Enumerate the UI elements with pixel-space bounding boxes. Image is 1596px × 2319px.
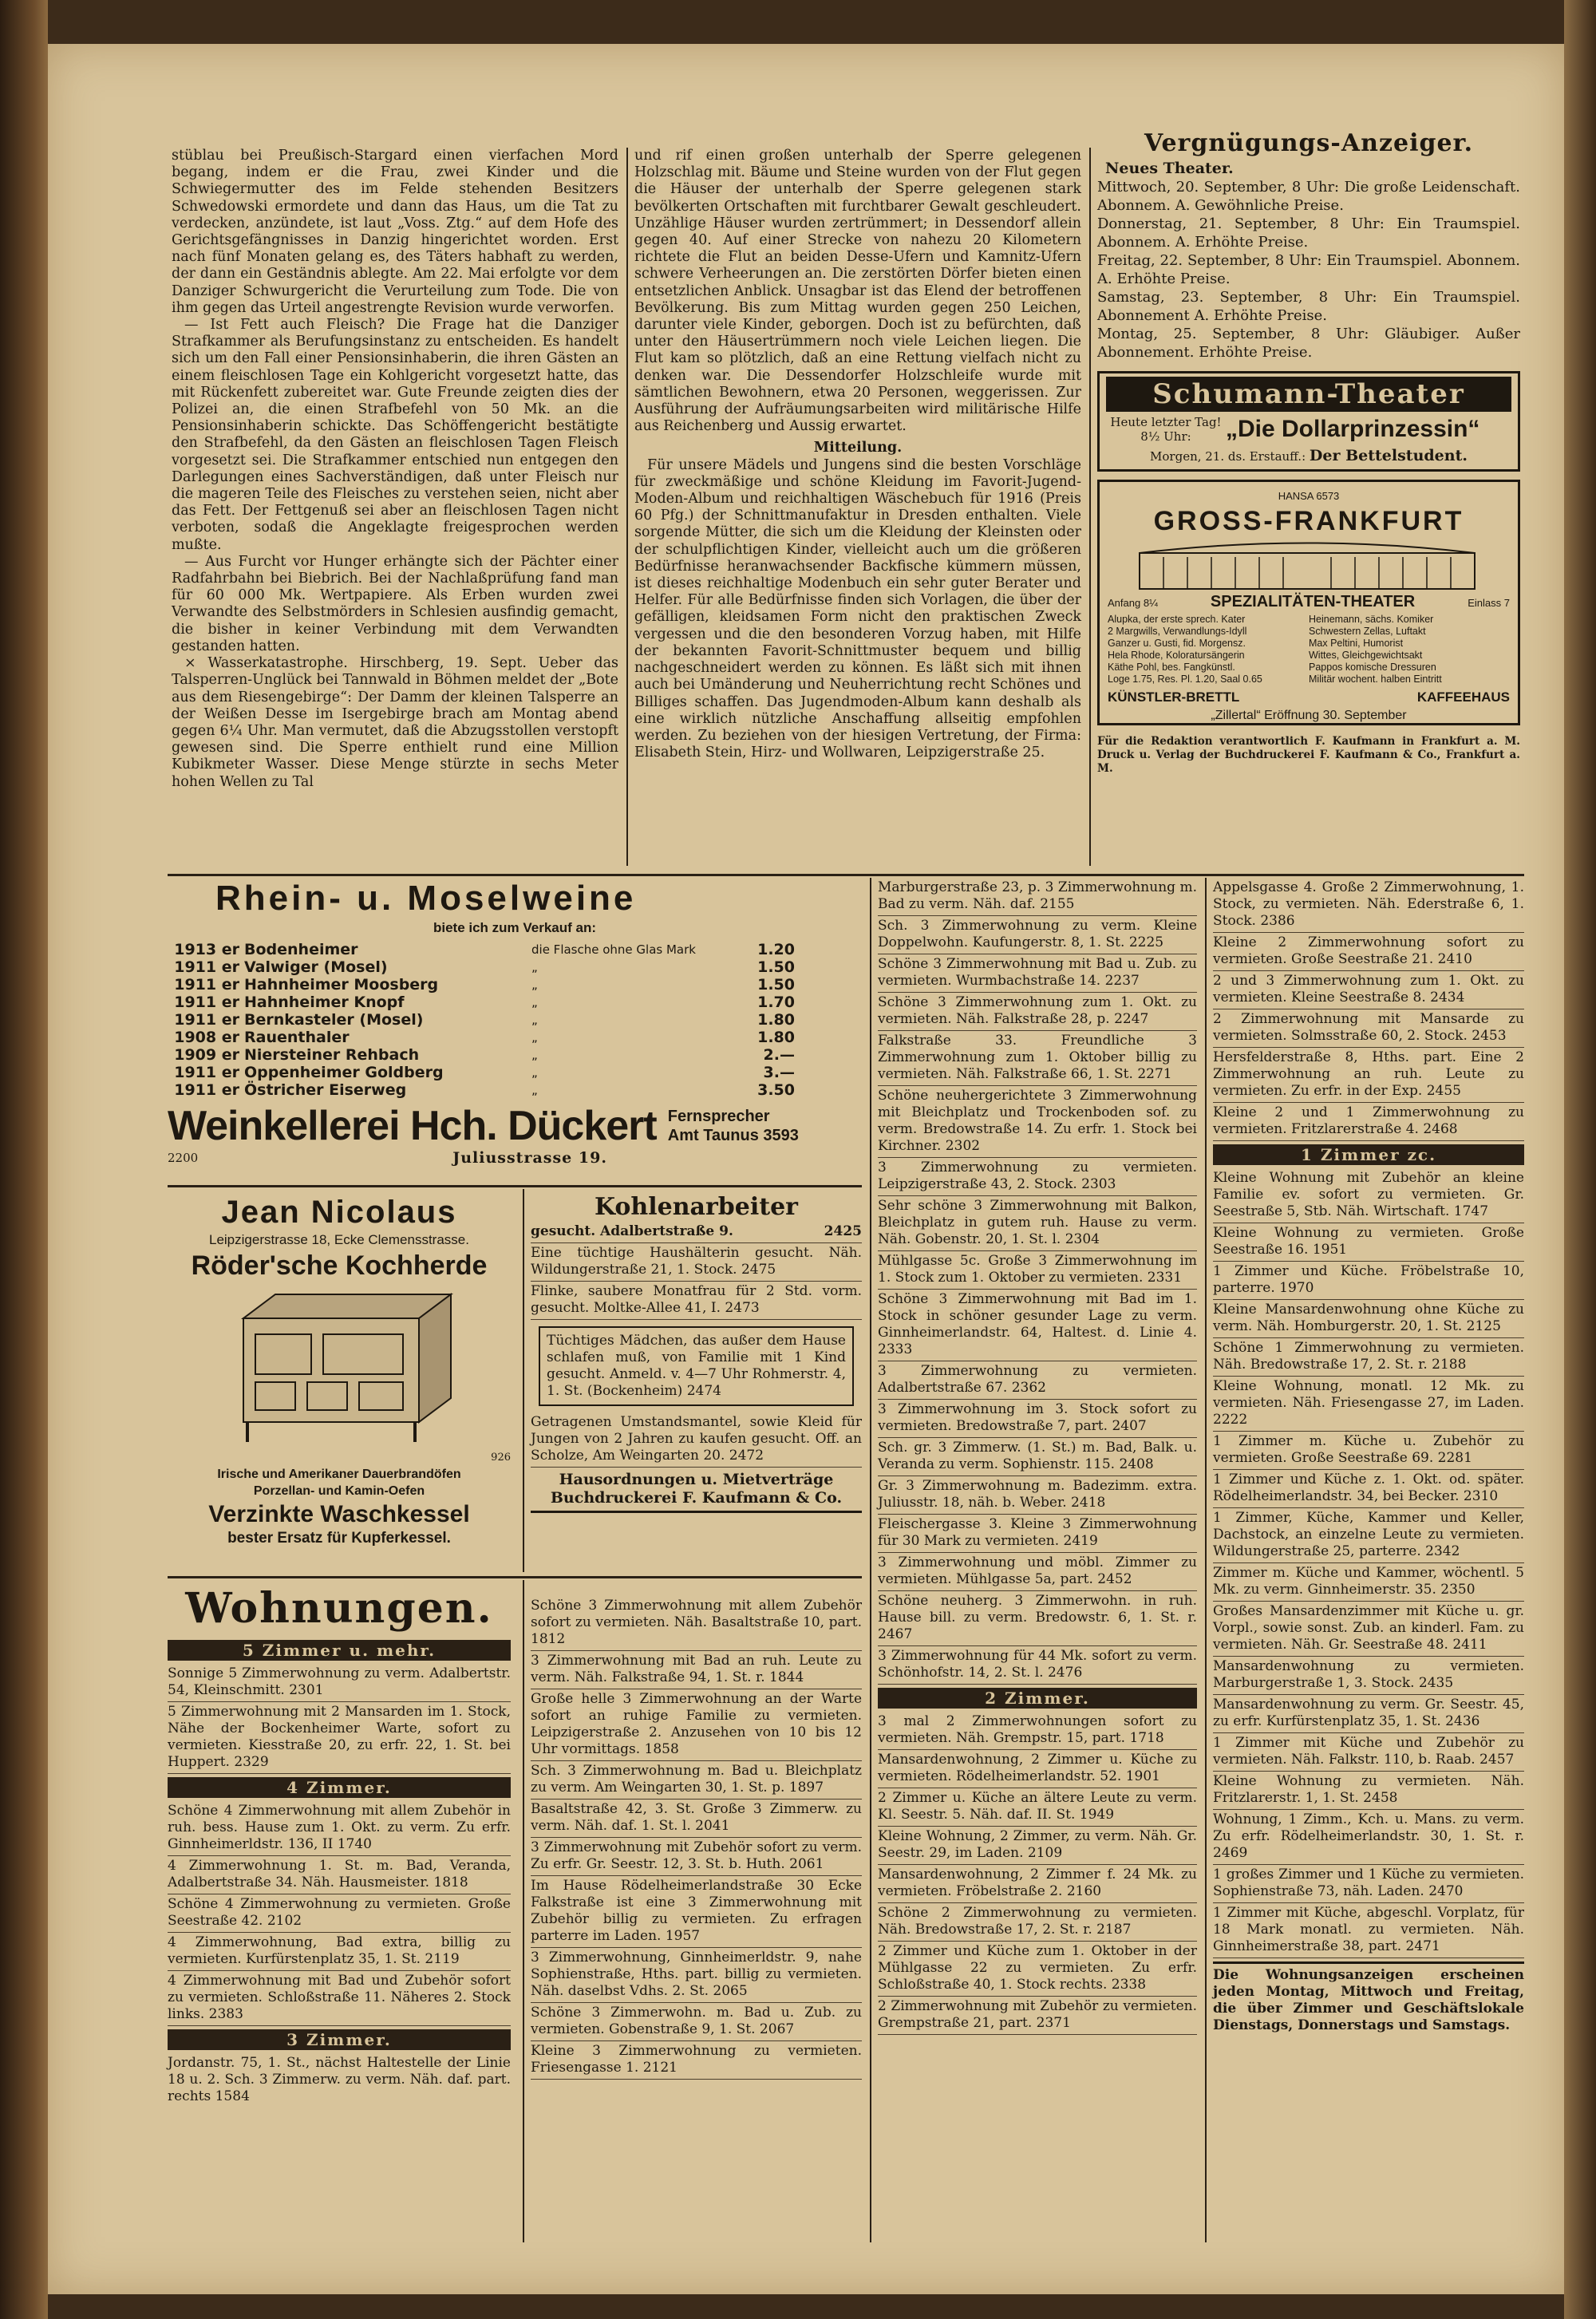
nicolaus-line1: Irische und Amerikaner Dauerbrandöfen	[217, 1468, 461, 1481]
wine-row	[168, 1029, 862, 1046]
list-item: Basaltstraße 42, 3. St. Große 3 Zimmerw. zu verm. Näh. daf. 1. St. l. 2041	[531, 1799, 862, 1838]
schumann-today: Heute letzter Tag!	[1110, 415, 1222, 429]
list-item: Schöne 3 Zimmerwohnung mit Bad im 1. Stock in schöner gesunder Lage zu verm. Ginnheimerlandstr. 64, Haltest. d. Linie 4. 2333	[878, 1290, 1197, 1361]
list-item: Jordanstr. 75, 1. St., nächst Haltestelle der Linie 18 u. 2. Sch. 3 Zimmerw. zu verm. Näh. daf. part. rechts 1584	[168, 2055, 511, 2104]
schedule-line: Freitag, 22. September, 8 Uhr: Ein Traumspiel. Abonnem. A. Erhöhte Preise.	[1097, 252, 1520, 287]
list-item: Im Hause Rödelheimerlandstraße 30 Ecke Falkstraße ist eine 3 Zimmerwohnung mit Zubehör billig zu vermieten. Zu erfragen parterre im Laden. 1957	[531, 1876, 862, 1948]
list-item: 2 Zimmerwohnung mit Mansarde zu vermieten. Solmsstraße 60, 2. Stock. 2453	[1213, 1009, 1524, 1048]
list-item: Schöne neuherg. 3 Zimmerwohn. in ruh. Hause bill. zu verm. Bredowstr. 6, 1. St. r. 2467	[878, 1591, 1197, 1646]
nicolaus-name: Jean Nicolaus	[221, 1195, 457, 1230]
newspaper-page	[48, 44, 1564, 2294]
wine-sub: biete ich zum Verkauf an:	[433, 920, 597, 935]
gf-program-right: Heinemann, sächs. Komiker Schwestern Zellas, Luftakt Max Peltini, Humorist Wittes, Gleichgewichtsakt Pappos komische Dressuren Militär wochent. halben Eintritt	[1309, 614, 1442, 685]
list-item: 3 Zimmerwohnung und möbl. Zimmer zu vermieten. Mühlgasse 5a, part. 2452	[878, 1553, 1197, 1591]
gf-program-left: Alupka, der erste sprech. Kater 2 Margwills, Verwandlungs-Idyll Ganzer u. Gusti, fid. Morgensz. Hela Rhode, Koloratursängerin Käthe Pohl, bes. Fangkünstl. Loge 1.75, Res. Pl. 1.20, Saal 0.65	[1108, 614, 1262, 685]
article-paragraph: — Aus Furcht vor Hunger erhängte sich der Pächter einer Radfahrbahn bei Biebrich. Bei der Nachlaßprüfung fand man für 60 000 Mk. Wertpapiere. Als Erben wurden zwei Verwandte des Selbstmörders in Schlesien ausfindig gemacht, die bisher in keiner Verbindung mit dem Verwandten gestanden hatten.	[172, 553, 618, 654]
nicolaus-product: Röder'sche Kochherde	[191, 1250, 488, 1281]
wine-note: „	[531, 1065, 538, 1080]
list-item: Kleine Wohnung, monatl. 12 Mk. zu vermieten. Näh. Friesengasse 27, im Laden. 2222	[1213, 1377, 1524, 1432]
wine-price: 1.80	[757, 1029, 795, 1046]
list-item: 1 Zimmer mit Küche und Zubehör zu vermieten. Näh. Falkstr. 110, b. Raab. 2457	[1213, 1733, 1524, 1772]
wine-price: 1.80	[757, 1011, 795, 1029]
list-item: Zimmer m. Küche und Kammer, wöchentl. 5 Mk. zu verm. Ginnheimerstr. 35. 2350	[1213, 1563, 1524, 1602]
list-item: Großes Mansardenzimmer mit Küche u. gr. Vorpl., sowie sonst. Zub. an kinderl. Fam. zu vermieten. Näh. Gr. Seestraße 48. 2411	[1213, 1602, 1524, 1657]
wine-price: 1.50	[757, 958, 795, 976]
gf-zillertal: „Zillertal“ Eröffnung 30. September	[1211, 709, 1407, 722]
list-item: 5 Zimmerwohnung mit 2 Mansarden im 1. Stock, Nähe der Bockenheimer Warte, sofort zu vermieten. Kiesstraße 20, zu erfr. 22, 1. St. bei Huppert. 2329	[168, 1702, 511, 1774]
gross-frankfurt-ad	[1097, 480, 1520, 725]
list-item: Große helle 3 Zimmerwohnung an der Warte sofort an ruhige Familie zu vermieten. Leipzigerstraße 2. Anzusehen von 10 bis 12 Uhr vormittags. 1858	[531, 1689, 862, 1761]
list-item: 1 Zimmer, Küche, Kammer und Keller, Dachstock, an einzelne Leute zu vermieten. Wildungerstraße 25, parterre. 2342	[1213, 1508, 1524, 1563]
list-item: 2 Zimmer u. Küche an ältere Leute zu verm. Kl. Seestr. 5. Näh. daf. II. St. 1949	[878, 1788, 1197, 1827]
list-item: Getragenen Umstandsmantel, sowie Kleid für Jungen von 2 Jahren zu kaufen gesucht. Off. an Scholze, Am Weingarten 20. 2472	[531, 1412, 862, 1468]
list-item: Sch. 3 Zimmerwohnung zu verm. Kleine Doppelwohn. Kaufungerstr. 8, 1. St. 2225	[878, 916, 1197, 954]
gf-entry: Einlass 7	[1468, 597, 1510, 609]
article-paragraph: stüblau bei Preußisch-Stargard einen vierfachen Mord begang, indem er die Frau, zwei Kinder und die Schwiegermutter des im Felde stehenden Besitzers Schwedowski ermordete und dann das Haus, um die Tat zu verdecken, anzündete, ist laut „Voss. Ztg.“ auf dem Hofe des Gerichtsgefängnisses in Danzig hingerichtet worden. Erst nach fünf Monaten gelang es, des Täters habhaft zu werden, der dann ein Geständnis ablegte. Am 22. Mai erfolgte vor dem Danziger Schwurgericht die Verurteilung zum Tode. Die von ihm gegen das Urteil angestrengte Revision wurde verworfen.	[172, 148, 618, 316]
wine-note: „	[531, 1013, 538, 1027]
wine-row	[168, 1081, 862, 1099]
section-header: 4 Zimmer.	[168, 1777, 511, 1798]
nicolaus-line4: bester Ersatz für Kupferkessel.	[227, 1530, 451, 1547]
apartments-title: Wohnungen.	[185, 1584, 493, 1633]
list-item: Kleine 3 Zimmerwohnung zu vermieten. Friesengasse 1. 2121	[531, 2041, 862, 2080]
list-item: 3 Zimmerwohnung zu vermieten. Leipzigerstraße 43, 2. Stock. 2303	[878, 1158, 1197, 1196]
wine-year: 1911 er	[174, 1011, 239, 1029]
wine-price: 1.20	[757, 941, 795, 958]
wine-note: „	[531, 995, 538, 1009]
list-item: Schöne 2 Zimmerwohnung zu vermieten. Näh. Bredowstraße 17, 2. St. r. 2187	[878, 1903, 1197, 1942]
list-item: 3 Zimmerwohnung, Ginnheimerldstr. 9, nahe Sophienstraße, Hths. part. billig zu vermieten. Näh. daselbst Vdhs. 2. St. 2065	[531, 1948, 862, 2003]
list-item: 1 Zimmer und Küche. Fröbelstraße 10, parterre. 1970	[1213, 1262, 1524, 1300]
wine-year: 1908 er	[174, 1029, 239, 1046]
list-item: Kleine 2 Zimmerwohnung sofort zu vermieten. Große Seestraße 21. 2410	[1213, 933, 1524, 971]
nicolaus-line3: Verzinkte Waschkessel	[208, 1501, 470, 1527]
list-item: Flinke, saubere Monatfrau für 2 Std. vorm. gesucht. Moltke-Allee 41, I. 2473	[531, 1282, 862, 1320]
kohlen-line: gesucht. Adalbertstraße 9.	[531, 1223, 733, 1239]
wine-price: 3.50	[757, 1081, 795, 1099]
imprint: Für die Redaktion verantwortlich F. Kaufmann in Frankfurt a. M. Druck u. Verlag der Buchdruckerei F. Kaufmann & Co., Frankfurt a. M.	[1097, 735, 1520, 775]
section-header: 1 Zimmer zc.	[1213, 1144, 1524, 1165]
article-column-1	[172, 148, 618, 866]
book-binding	[0, 0, 48, 2319]
list-item: Mansardenwohnung, 2 Zimmer u. Küche zu vermieten. Rödelheimerlandstr. 52. 1901	[878, 1750, 1197, 1788]
nicolaus-address: Leipzigerstrasse 18, Ecke Clemensstrasse.	[209, 1232, 469, 1247]
list-item: 1 Zimmer und Küche z. 1. Okt. od. später. Rödelheimerlandstr. 34, bei Becker. 2310	[1213, 1470, 1524, 1508]
wine-name: Hahnheimer Knopf	[244, 994, 405, 1011]
apartments-column-b	[531, 1596, 862, 2080]
list-item: 1 großes Zimmer und 1 Küche zu vermieten. Sophienstraße 73, näh. Laden. 2470	[1213, 1865, 1524, 1903]
list-item: Sch. 3 Zimmerwohnung m. Bad u. Bleichplatz zu verm. Am Weingarten 30, 1. St. p. 1897	[531, 1761, 862, 1799]
list-item: 2 und 3 Zimmerwohnung zum 1. Okt. zu vermieten. Kleine Seestraße 8. 2434	[1213, 971, 1524, 1009]
list-item: 4 Zimmerwohnung 1. St. m. Bad, Veranda, Adalbertstraße 34. Näh. Hausmeister. 1818	[168, 1856, 511, 1894]
wine-row	[168, 1046, 862, 1064]
wine-row	[168, 994, 862, 1011]
list-item: Wohnung, 1 Zimm., Kch. u. Mans. zu verm. Zu erfr. Rödelheimerlandstr. 30, 1. St. r. 2469	[1213, 1810, 1524, 1865]
list-item: Kleine Wohnung zu vermieten. Näh. Fritzlarerstr. 1, 1. St. 2458	[1213, 1772, 1524, 1810]
list-item: 3 Zimmerwohnung mit Bad an ruh. Leute zu verm. Näh. Falkstraße 94, 1. St. r. 1844	[531, 1651, 862, 1689]
schumann-show: „Die Dollarprinzessin“	[1226, 416, 1480, 442]
apartments-footnote: Die Wohnungsanzeigen erscheinen jeden Montag, Mittwoch und Freitag, die über Zimmer und Geschäftslokale Dienstags, Donnerstags und Samstags.	[1213, 1961, 1524, 2034]
wine-note: „	[531, 1030, 538, 1045]
schumann-time: 8½ Uhr:	[1140, 429, 1191, 444]
ad-code: 2425	[824, 1223, 862, 1239]
wine-street: Juliusstrasse 19.	[452, 1149, 607, 1167]
entertainment-column	[1097, 128, 1520, 776]
entertainment-header: Vergnügungs-Anzeiger.	[1144, 129, 1474, 157]
wine-note: „	[531, 1048, 538, 1062]
list-item: Gr. 3 Zimmerwohnung m. Badezimm. extra. Juliusstr. 18, näh. b. Weber. 2418	[878, 1476, 1197, 1515]
wine-note: „	[531, 978, 538, 992]
wine-row	[168, 941, 862, 958]
list-item: 2 Zimmer und Küche zum 1. Oktober in der Mühlgasse 22 zu vermieten. Zu erfr. Schloßstraße 40, 1. Stock rechts. 2338	[878, 1942, 1197, 1997]
kohlen-title: Kohlenarbeiter	[595, 1193, 798, 1221]
wine-note: „	[531, 960, 538, 974]
apartments-column-a	[168, 1584, 511, 2108]
wine-price: 1.70	[757, 994, 795, 1011]
list-item: Schöne neuhergerichtete 3 Zimmerwohnung mit Bleichplatz und Trockenboden sof. zu verm. Bredowstraße 14. Zu erfr. 1. Stock bei Kirchner. 2302	[878, 1086, 1197, 1158]
schedule-line: Donnerstag, 21. September, 8 Uhr: Ein Traumspiel. Abonnem. A. Erhöhte Preise.	[1097, 215, 1520, 251]
section-header: 2 Zimmer.	[878, 1688, 1197, 1709]
wine-name: Niersteiner Rehbach	[244, 1046, 420, 1064]
list-item: Falkstraße 33. Freundliche 3 Zimmerwohnung zum 1. Oktober billig zu vermieten. Näh. Falkstraße 66, 1. St. 2271	[878, 1031, 1197, 1086]
apartments-column-c	[878, 878, 1197, 2035]
list-item: Mansardenwohnung, 2 Zimmer f. 24 Mk. zu vermieten. Fröbelstraße 2. 2160	[878, 1865, 1197, 1903]
list-item: Kleine Wohnung zu vermieten. Große Seestraße 16. 1951	[1213, 1223, 1524, 1262]
wine-row	[168, 958, 862, 976]
wine-note: „	[531, 1083, 538, 1097]
list-item: Mühlgasse 5c. Große 3 Zimmerwohnung im 1. Stock zum 1. Oktober zu vermieten. 2331	[878, 1251, 1197, 1290]
section-header: 5 Zimmer u. mehr.	[168, 1640, 511, 1661]
wine-year: 1909 er	[174, 1046, 239, 1064]
wine-name: Oppenheimer Goldberg	[244, 1064, 444, 1081]
small-ads-column	[531, 1193, 862, 1513]
article-paragraph: ⨯ Wasserkatastrophe. Hirschberg, 19. Sept. Ueber das Talsperren-Unglück bei Tannwald in Böhmen meldet der „Bote aus dem Riesengebirge“: Der Damm der kleinen Talsperre an der Weißen Desse im Isergebirge brach am Montag abend gegen 6¼ Uhr. Man vermutet, daß die Abzugsstollen verstopft gewesen sind. Die Sperre enthielt rund eine Million Kubikmeter Wasser. Diese Menge stürzte in sechs Meter hohen Wellen zu Tal	[172, 655, 618, 790]
list-item: Schöne 3 Zimmerwohnung zum 1. Okt. zu vermieten. Näh. Falkstraße 28, p. 2247	[878, 993, 1197, 1031]
list-item: Hersfelderstraße 8, Hths. part. Eine 2 Zimmerwohnung an ruh. Leute zu vermieten. Zu erfr. in der Exp. 2455	[1213, 1048, 1524, 1103]
list-item: Kleine 2 und 1 Zimmerwohnung zu vermieten. Fritzlarerstraße 4. 2468	[1213, 1103, 1524, 1141]
list-item: Kleine Wohnung, 2 Zimmer, zu verm. Näh. Gr. Seestr. 29, im Laden. 2109	[878, 1827, 1197, 1865]
list-item: Mansardenwohnung zu vermieten. Marburgerstraße 1, 3. Stock. 2435	[1213, 1657, 1524, 1695]
list-item: 4 Zimmerwohnung mit Bad und Zubehör sofort zu vermieten. Schloßstraße 11. Näheres 2. Stock links. 2383	[168, 1971, 511, 2026]
wine-price: 1.50	[757, 976, 795, 994]
wine-firm: Weinkellerei Hch. Dückert	[168, 1103, 657, 1149]
article-paragraph: und rif einen großen unterhalb der Sperre gelegenen Holzschlag mit. Bäume und Steine wurden von der Flut gegen die Häuser der unterhalb der Sperre gelegenen stark bevölkerten Ortschaften mit furchtbarer Gewalt geschleudert. Unzählige Häuser wurden zertrümmert; in Dessendorf allein gegen 40. Auf einer Strecke von nahezu 20 Kilometern richtete die Flut an beiden Desse-Ufern und Kamnitz-Ufern schwere Verheerungen an. Die zerstörten Dörfer bieten einen entsetzlichen Anblick. Unsagbar ist das Elend der betroffenen Bevölkerung. Bis zum Mittag wurden gegen 250 Leichen, darunter viele Kinder, geborgen. Doch ist zu befürchten, daß unter den Häusertrümmern noch viele Leichen liegen. Die Flut kam so plötzlich, daß an eine Rettung vielfach nicht zu denken war. Die Dessendorfer Holzschleife wurde mit sämtlichen Bewohnern, etwa 20 Personen, weggerissen. Zur Ausführung der Aufräumungsarbeiten wird militärische Hilfe aus Reichenberg und Aussig erwartet.	[634, 148, 1081, 435]
notice-heading: Mitteilung.	[813, 440, 903, 456]
neues-theater-title: Neues Theater.	[1105, 160, 1234, 177]
wine-name: Östricher Eiserweg	[244, 1081, 407, 1099]
wine-year: 1911 er	[174, 994, 239, 1011]
list-item: Schöne 4 Zimmerwohnung mit allem Zubehör in ruh. bess. Hause zum 1. Okt. zu verm. Zu erfr. Ginnheimerldstr. 136, II 1740	[168, 1801, 511, 1856]
list-item: 1 Zimmer mit Küche, abgeschl. Vorplatz, für 18 Mark monatl. zu vermieten. Näh. Ginnheimerstraße 38, part. 2471	[1213, 1903, 1524, 1958]
schumann-ad	[1097, 371, 1520, 472]
gf-title: GROSS-FRANKFURT	[1153, 506, 1464, 536]
article-paragraph: — Ist Fett auch Fleisch? Die Frage hat die Danziger Strafkammer als Berufungsinstanz zu entscheiden. Es handelt sich um den Fall einer Pensionsinhaberin, die ihren Gästen an einem fleischlosen Tage ein Kohlgericht vorgesetzt hatte, das mit Rückenfett zubereitet war. Gute Freunde zeigten dies der Polizei an, die einen Strafbefehl von 50 Mk. an die Pensionsinhaberin schickte. Das Schöffengericht bestätigte den Strafbefehl, da den Gästen an fleischlosen Tagen Fleisch vorgesetzt sei. Die Strafkammer entschied nun entgegen den Darlegungen eines Sachverständigen, daß unter Fleisch nur die mageren Teile des Fleisches zu verstehen seien, nicht aber das Fett. Der Fettgenuß sei aber an fleischlosen Tagen nicht verboten, sodaß die Angeklagte freigesprochen werden mußte.	[172, 317, 618, 553]
page-edge	[1564, 0, 1596, 2319]
phone-number: Amt Taunus 3593	[667, 1127, 799, 1144]
wine-list	[168, 941, 862, 1099]
phone-label: Fernsprecher	[667, 1108, 770, 1125]
wine-price: 2.—	[763, 1046, 795, 1064]
wine-row	[168, 1064, 862, 1081]
list-item: Appelsgasse 4. Große 2 Zimmerwohnung, 1. Stock, zu vermieten. Näh. Ederstraße 6, 1. Stock. 2386	[1213, 878, 1524, 933]
list-item: Sonnige 5 Zimmerwohnung zu verm. Adalbertstr. 54, Kleinschmitt. 2301	[168, 1664, 511, 1702]
wine-row	[168, 976, 862, 994]
article-column-2	[634, 148, 1081, 866]
list-item: Schöne 1 Zimmerwohnung zu vermieten. Näh. Bredowstraße 17, 2. St. r. 2188	[1213, 1338, 1524, 1377]
wine-year: 1911 er	[174, 958, 239, 976]
list-item: 3 mal 2 Zimmerwohnungen sofort zu vermieten. Näh. Grempstr. 15, part. 1718	[878, 1712, 1197, 1750]
wine-year: 1911 er	[174, 1081, 239, 1099]
notice-text: Für unsere Mädels und Jungens sind die besten Vorschläge für zweckmäßige und schöne Kleidung im Favorit-Jugend-Moden-Album und reichhaltigen Wäschebuch für 1916 (Preis 60 Pfg.) der Schnittmanufaktur in Dresden enthalten. Viele sorgende Mütter, die sich um die Kleidung der Kleinsten oder der schulpflichtigen Kinder, vielleicht auch um die größeren Bedürfnisse heranwachsender Backfische kümmern müssen, ist dieses reichhaltige Modenbuch ein sehr guter Berater und Helfer. Für alle Bedürfnisse finden sich Vorlagen, die über der gefälligen, kleidsamen Form nicht den praktischen Zweck vergessen und die den besonderen Vorzug haben, mit Hilfe der bekannten Favorit-Schnittmuster bequem und billig nachgeschneidert werden zu können. Es läßt sich mit ihnen auch bei Umänderung und Neuherrichtung recht Schönes und Billiges schaffen. Das Jugendmoden-Album kann deshalb als eine wirklich nützliche Anschaffung allseitig empfohlen werden. Zu beziehen von der hiesigen Vertretung, der Firma: Elisabeth Stein, Hirz- und Wollwaren, Leipzigerstraße 25.	[634, 456, 1081, 761]
wine-name: Rauenthaler	[244, 1029, 350, 1046]
boxed-ad: Tüchtiges Mädchen, das außer dem Hause schlafen muß, von Familie mit 1 Kind gesucht. Anmeld. v. 4—7 Uhr Rohmerstr. 4, 1. St. (Bockenheim) 2474	[539, 1326, 854, 1406]
schedule-line: Samstag, 23. September, 8 Uhr: Ein Traumspiel. Abonnement A. Erhöhte Preise.	[1097, 289, 1520, 324]
nicolaus-ad	[168, 1193, 511, 1547]
list-item: Sehr schöne 3 Zimmerwohnung mit Balkon, Bleichplatz in gutem ruh. Hause zu verm. Näh. Gobenstr. 20, 1. St. l. 2304	[878, 1196, 1197, 1251]
wine-name: Valwiger (Mosel)	[244, 958, 388, 976]
list-item: 3 Zimmerwohnung mit Zubehör sofort zu verm. Zu erfr. Gr. Seestr. 12, 3. St. b. Huth. 2061	[531, 1838, 862, 1876]
schumann-next: Morgen, 21. ds. Erstauff.:	[1150, 449, 1306, 464]
schumann-next-show: Der Bettelstudent.	[1309, 447, 1468, 464]
section-header: 3 Zimmer.	[168, 2029, 511, 2050]
list-item: Schöne 3 Zimmerwohn. m. Bad u. Zub. zu vermieten. Gobenstraße 9, 1. St. 2067	[531, 2003, 862, 2041]
apartments-column-d	[1213, 878, 1524, 2034]
gf-kaffeehaus: KAFFEEHAUS	[1416, 689, 1510, 705]
ad-code: 926	[491, 1452, 511, 1464]
list-item: Fleischergasse 3. Kleine 3 Zimmerwohnung für 30 Mark zu vermieten. 2419	[878, 1515, 1197, 1553]
list-item: 4 Zimmerwohnung, Bad extra, billig zu vermieten. Kurfürstenplatz 35, 1. St. 2119	[168, 1933, 511, 1971]
list-item: Kleine Wohnung mit Zubehör an kleine Familie ev. sofort zu vermieten. Gr. Seestraße 5, Stb. Näh. Wirtschaft. 1747	[1213, 1168, 1524, 1223]
list-item: Mansardenwohnung zu verm. Gr. Seestr. 45, zu erfr. Kurfürstenplatz 35, 1. St. 2436	[1213, 1695, 1524, 1733]
stove-illustration	[219, 1286, 459, 1446]
list-item: Schöne 3 Zimmerwohnung mit Bad u. Zub. zu vermieten. Wurmbachstraße 14. 2237	[878, 954, 1197, 993]
wine-note: die Flasche ohne Glas Mark	[531, 942, 696, 957]
list-item: Eine tüchtige Haushälterin gesucht. Näh. Wildungerstraße 21, 1. Stock. 2475	[531, 1243, 862, 1282]
wine-title: Rhein- u. Moselweine	[215, 879, 637, 918]
wine-year: 1911 er	[174, 1064, 239, 1081]
schumann-title: Schumann-Theater	[1106, 377, 1511, 412]
wine-name: Hahnheimer Moosberg	[244, 976, 439, 994]
list-item: Schöne 3 Zimmerwohnung mit allem Zubehör sofort zu vermieten. Näh. Basaltstraße 10, part. 1812	[531, 1596, 862, 1651]
wine-year: 1913 er	[174, 941, 239, 958]
gf-start: Anfang 8¼	[1108, 597, 1158, 609]
schedule-line: Mittwoch, 20. September, 8 Uhr: Die große Leidenschaft. Abonnem. A. Gewöhnliche Preise.	[1097, 179, 1520, 214]
wine-price: 3.—	[763, 1064, 795, 1081]
schedule-line: Montag, 25. September, 8 Uhr: Gläubiger. Außer Abonnement. Erhöhte Preise.	[1097, 326, 1520, 361]
phone: HANSA 6573	[1278, 490, 1340, 502]
list-item: 1 Zimmer m. Küche u. Zubehör zu vermieten. Große Seestraße 69. 2281	[1213, 1432, 1524, 1470]
list-item: Marburgerstraße 23, p. 3 Zimmerwohnung m. Bad zu verm. Näh. daf. 2155	[878, 878, 1197, 916]
gf-brettl: KÜNSTLER-BRETTL	[1108, 689, 1240, 705]
wine-row	[168, 1011, 862, 1029]
list-item: 3 Zimmerwohnung für 44 Mk. sofort zu verm. Schönhofstr. 14, 2. St. l. 2476	[878, 1646, 1197, 1685]
building-illustration	[1108, 537, 1507, 593]
nicolaus-line2: Porzellan- und Kamin-Oefen	[253, 1484, 425, 1498]
wine-year: 1911 er	[174, 976, 239, 994]
hausordnung-ad: Hausordnungen u. Mietverträge Buchdruckerei F. Kaufmann & Co.	[531, 1468, 862, 1513]
list-item: Sch. gr. 3 Zimmerw. (1. St.) m. Bad, Balk. u. Veranda zu verm. Sophienstr. 115. 2408	[878, 1438, 1197, 1476]
gf-sub: Anfang 8¼ SPEZIALITÄTEN-THEATER Einlass 7	[1108, 593, 1510, 610]
list-item: Kleine Mansardenwohnung ohne Küche zu verm. Näh. Homburgerstr. 20, 1. St. 2125	[1213, 1300, 1524, 1338]
list-item: 3 Zimmerwohnung zu vermieten. Adalbertstraße 67. 2362	[878, 1361, 1197, 1400]
wine-ad	[168, 878, 862, 1166]
list-item: Schöne 4 Zimmerwohnung zu vermieten. Große Seestraße 42. 2102	[168, 1894, 511, 1933]
list-item: 2 Zimmerwohnung mit Zubehör zu vermieten. Grempstraße 21, part. 2371	[878, 1997, 1197, 2035]
list-item: 3 Zimmerwohnung im 3. Stock sofort zu vermieten. Bredowstraße 7, part. 2407	[878, 1400, 1197, 1438]
wine-name: Bodenheimer	[244, 941, 358, 958]
ad-code: 2200	[168, 1151, 199, 1165]
wine-name: Bernkasteler (Mosel)	[244, 1011, 424, 1029]
